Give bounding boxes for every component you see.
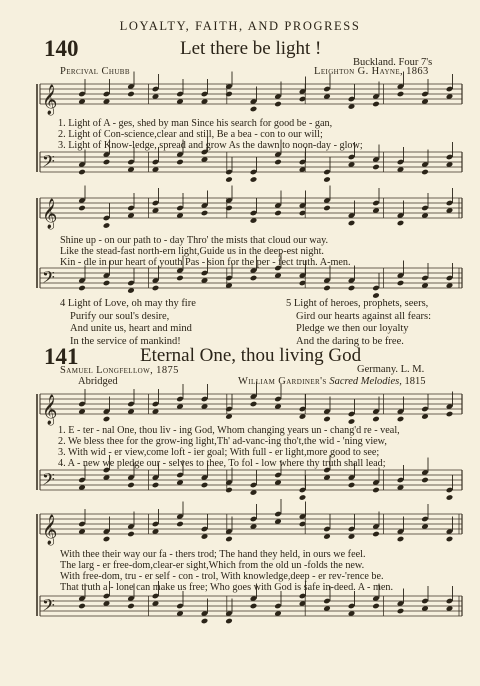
note-head: [446, 411, 454, 418]
note-head: [176, 159, 184, 166]
note-head: [225, 91, 233, 98]
note-head: [323, 205, 331, 212]
note-head: [78, 285, 86, 292]
note-head: [78, 603, 86, 610]
note-head: [103, 280, 111, 287]
lyric-140-s1-3: 3. Light of Know-ledge, spread and grow As the dawn to noon-day - glow;: [58, 140, 363, 151]
note-head: [397, 416, 405, 423]
note-head: [201, 210, 209, 217]
clef-icon: 𝄞: [42, 85, 58, 115]
clef-icon: 𝄢: [42, 595, 55, 619]
hymn-number-141: 141: [44, 344, 79, 369]
note-head: [225, 176, 233, 183]
note-head: [274, 101, 282, 108]
note-head: [103, 159, 111, 166]
note-head: [103, 222, 111, 229]
clef-icon: 𝄢: [42, 267, 55, 291]
meter-141: L. M.: [400, 364, 425, 375]
lyric-141-s1-4: 4. A - new we pledge our - selves to thee, To fol - low where thy truth shall lead;: [58, 458, 386, 469]
lyric-141-s2-2: The larg - er free-dom,clear-er sight,Which from the old un -folds the new.: [60, 560, 365, 571]
note-head: [176, 521, 184, 528]
note-head: [323, 416, 331, 423]
author-141: Samuel Longfellow, 1875: [60, 365, 179, 376]
hymn-title-140: Let there be light !: [180, 38, 322, 59]
clef-icon: 𝄞: [42, 395, 58, 425]
note-head: [225, 536, 233, 543]
note-head: [250, 401, 258, 408]
note-head: [348, 220, 356, 227]
note-head: [372, 603, 380, 610]
note-head: [323, 176, 331, 183]
note-head: [348, 482, 356, 489]
composer-141: William Gardiner's: [238, 376, 327, 387]
lyric-141-s2-3: With free-dom, tru - er self - con - trol, With knowledge,deep - er rev-'rence be.: [60, 571, 384, 582]
hymn-title-141: Eternal One, thou living God: [140, 345, 362, 366]
note-head: [348, 285, 356, 292]
note-head: [127, 603, 135, 610]
note-head: [372, 416, 380, 423]
note-head: [103, 416, 111, 423]
lyric-140-s2-2: Like the stead-fast north-ern light,Guide us in the deep-est night.: [60, 246, 324, 257]
author-140: Percival Chubb: [60, 66, 130, 77]
verse-5: 5 Light of heroes, prophets, seers, Gird our hearts against all fears: Pledge we then our loyalty And the daring to be free.: [286, 298, 431, 347]
note-head: [372, 531, 380, 538]
note-head: [397, 280, 405, 287]
lyric-140-s2-3: Kin - dle in our heart of youth Pas - sion for the per - fect truth. A-men.: [60, 257, 351, 268]
composer-year-141: 1815: [404, 376, 426, 387]
note-head: [397, 608, 405, 615]
note-head: [201, 618, 209, 625]
clef-icon: 𝄞: [42, 515, 58, 545]
note-head: [250, 275, 258, 282]
note-head: [127, 531, 135, 538]
tune-name-141: Germany.: [357, 364, 399, 375]
lyric-140-s2-1: Shine up - on our path to - day Thro' the mists that cloud our way.: [60, 235, 329, 246]
clef-icon: 𝄢: [42, 469, 55, 493]
lyric-140-s1-1: 1. Light of A - ges, shed by man Since his search for good be - gan,: [58, 118, 333, 129]
clef-icon: 𝄢: [42, 151, 55, 175]
note-head: [372, 101, 380, 108]
note-head: [127, 91, 135, 98]
meter-140: Four 7's: [398, 57, 433, 68]
abridged-note: Abridged: [78, 376, 118, 387]
lyric-141-s2-1: With thee their way our fa - thers trod; The hand they held, in ours we feel.: [60, 549, 366, 560]
verse-4: 4 Light of Love, oh may thy fire Purify our soul's desire, And unite us, heart and mind In the service of mankind!: [60, 298, 196, 347]
composer-source-141: Sacred Melodies,: [329, 376, 402, 387]
note-head: [372, 487, 380, 494]
hymn-number-140: 140: [44, 36, 79, 61]
note-head: [78, 205, 86, 212]
composer-140: Leighton G. Hayne, 1863: [314, 66, 429, 77]
note-head: [250, 106, 258, 113]
tune-name-140: Buckland.: [353, 57, 396, 68]
note-head: [372, 164, 380, 171]
note-head: [446, 536, 454, 543]
lyric-140-s1-2: 2. Light of Con-science,clear and still, Be a bea - con to our will;: [58, 129, 323, 140]
note-head: [225, 618, 233, 625]
note-head: [176, 275, 184, 282]
note-head: [421, 477, 429, 484]
note-head: [250, 176, 258, 183]
note-head: [274, 159, 282, 166]
note-head: [78, 169, 86, 176]
note-head: [421, 169, 429, 176]
note-head: [225, 205, 233, 212]
note-head: [274, 210, 282, 217]
note-head: [299, 494, 307, 501]
note-head: [348, 418, 356, 425]
note-head: [103, 536, 111, 543]
lyric-141-s2-4: That truth a - lone can make us free; Who goes with God is safe in-deed. A - men.: [60, 582, 394, 593]
note-head: [225, 487, 233, 494]
page-header: LOYALTY, FAITH, AND PROGRESS: [119, 19, 361, 33]
note-head: [127, 482, 135, 489]
lyric-141-s1-2: 2. We bless thee for the grow-ing light,Th' ad-vanc-ing tho't,the wid - 'ning view,: [58, 436, 387, 447]
note-head: [446, 494, 454, 501]
note-head: [397, 536, 405, 543]
lyric-141-s1-3: 3. With wid - er view,come loft - ier goal; With full - er light,more good to see;: [58, 447, 380, 458]
note-head: [152, 482, 160, 489]
lyric-141-s1-1: 1. E - ter - nal One, thou liv - ing God, Whom changing years un - chang'd re - veal,: [58, 425, 400, 436]
note-head: [250, 603, 258, 610]
note-head: [397, 220, 405, 227]
note-head: [152, 285, 160, 292]
note-head: [397, 91, 405, 98]
clef-icon: 𝄞: [42, 199, 58, 229]
note-head: [201, 482, 209, 489]
note-head: [323, 285, 331, 292]
